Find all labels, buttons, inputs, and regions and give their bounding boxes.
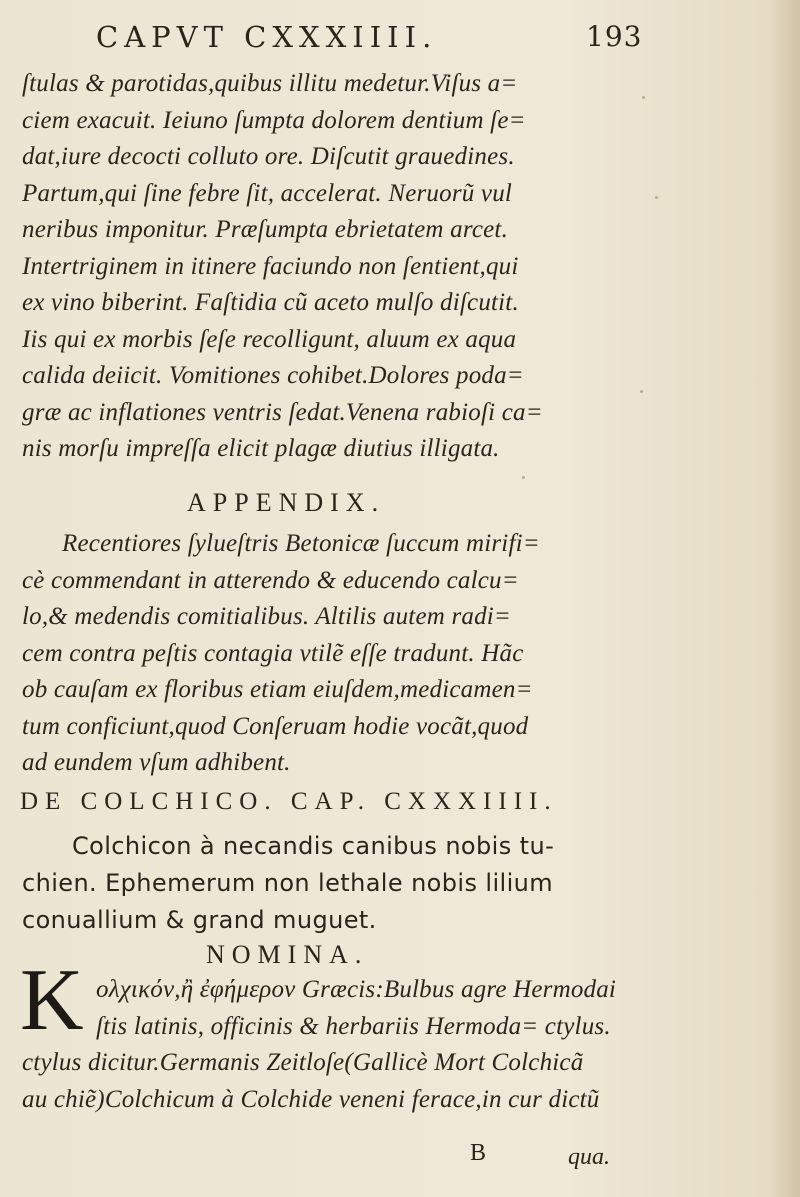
text-line: cem contra peſtis contagia vtilẽ eſſe tradunt. Hãc	[22, 639, 524, 667]
paper-speck	[642, 96, 645, 99]
text-line: ſtulas & parotidas,quibus illitu medetur.Viſus a=	[22, 70, 518, 97]
chapter-heading: DE COLCHICO. CAP. CXXXIIII.	[20, 788, 558, 815]
text-line: ob cauſam ex floribus etiam eiuſdem,medicamen=	[22, 676, 533, 703]
text-line: cè commendant in atterendo & educendo calcu=	[22, 566, 519, 594]
paper-speck	[522, 476, 525, 479]
nomina-full-lines	[22, 1045, 792, 1118]
paper-speck	[655, 196, 658, 199]
catchword: qua.	[568, 1144, 610, 1170]
text-line: tum conficiunt,quod Conſeruam hodie vocãt,quod	[22, 712, 529, 740]
running-head: CAPVT CXXXIIII.	[96, 20, 438, 54]
text-line: neribus imponitur. Præſumpta ebrietatem arcet.	[22, 216, 509, 243]
text-line: au chiẽ)Colchicum à Colchide veneni ferace,in cur dictũ	[22, 1085, 600, 1113]
text-line: dat,iure decocti colluto ore. Diſcutit grauedines.	[22, 143, 515, 170]
text-line: Recentiores ſylueſtris Betonicæ ſuccum mirifi=	[62, 530, 540, 557]
page-header	[0, 16, 800, 60]
text-line: chien. Ephemerum non lethale nobis lilium	[22, 869, 554, 897]
paragraph-colchicum-names	[22, 828, 792, 939]
text-line: ολχικόν,ἢ ἐφήμερον Græcis:Bulbus agre Hermodai	[96, 976, 617, 1003]
text-line: Colchicon à necandis canibus nobis tu-	[72, 832, 555, 860]
text-line: Iis qui ex morbis ſeſe recolligunt, aluum ex aqua	[22, 325, 517, 353]
text-line: ctylus dicitur.Germanis Zeitloſe(Gallicè Mort Colchicã	[22, 1049, 584, 1076]
drop-cap: K	[20, 952, 84, 1049]
text-line: nis morſu impreſſa elicit plagæ diutius illigata.	[22, 435, 500, 462]
nomina-heading: NOMINA.	[206, 940, 369, 969]
appendix-heading: APPENDIX.	[187, 488, 386, 517]
signature-mark: B	[470, 1140, 487, 1166]
text-line: græ ac inflationes ventris ſedat.Venena rabioſi ca=	[22, 398, 543, 426]
text-line: ſtis latinis, officinis & herbariis Hermoda= ctylus.	[96, 1012, 611, 1040]
text-line: ad eundem vſum adhibent.	[22, 749, 291, 776]
text-line: Intertriginem in itinere faciundo non ſentient,qui	[22, 252, 519, 280]
paragraph-appendix	[22, 526, 792, 782]
text-line: Partum,qui ſine febre ſit, accelerat. Neruorũ vul	[22, 179, 513, 207]
text-line: conuallium & grand muguet.	[22, 906, 377, 934]
text-line: calida deiicit. Vomitiones cohibet.Dolores poda=	[22, 362, 524, 389]
nomina-indented-lines	[96, 972, 792, 1045]
page-number: 193	[586, 20, 643, 53]
paper-speck	[640, 390, 643, 393]
text-line: lo,& medendis comitialibus. Altilis autem radi=	[22, 603, 511, 630]
text-line: ciem exacuit. Ieiuno ſumpta dolorem dentium ſe=	[22, 106, 526, 134]
paragraph-uses	[22, 66, 792, 468]
text-line: ex vino biberint. Faſtidia cũ aceto mulſo diſcutit.	[22, 289, 519, 316]
